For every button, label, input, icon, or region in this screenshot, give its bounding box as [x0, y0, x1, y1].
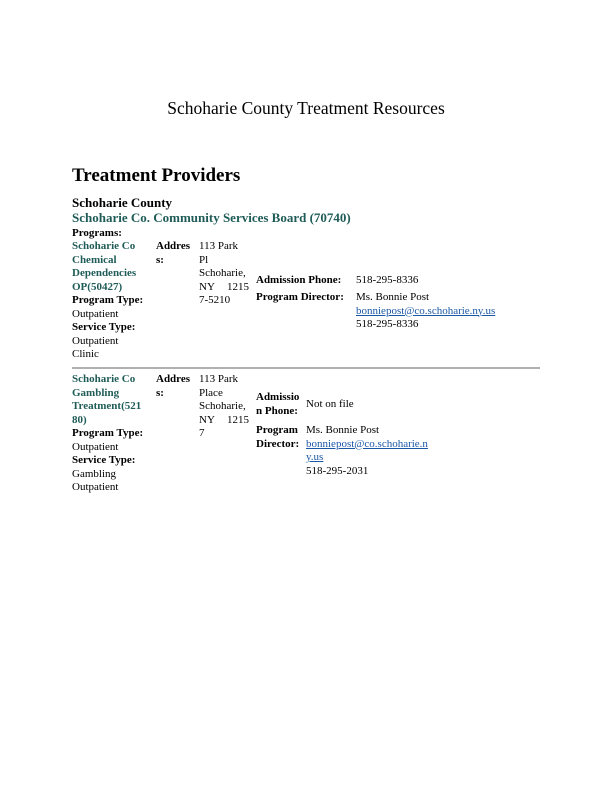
address-label-line: s: [156, 386, 164, 399]
program-director-label-line: Program [256, 424, 298, 436]
address-label [156, 240, 198, 267]
admission-phone-label-line: n Phone: [256, 404, 298, 417]
admission-phone-row [256, 391, 354, 418]
address-line: Pl [199, 253, 209, 266]
program-director-details [356, 291, 495, 332]
service-type-label: Service Type: [72, 454, 136, 466]
program-name-line: Chemical [72, 253, 117, 266]
agency-heading: Schoharie Co. Community Services Board (70740) [72, 210, 351, 225]
director-email-link[interactable]: bonniepost@co.schoharie.n [306, 437, 428, 450]
admission-phone-label-line: Admissio [256, 391, 300, 403]
program-name-line: Gambling [72, 386, 120, 399]
address-label-line: Addres [156, 373, 191, 385]
program-type-label: Program Type: [72, 294, 144, 306]
program-name-line: 80) [72, 413, 87, 426]
program-info-column [72, 240, 154, 362]
address-line: 7-5210 [199, 294, 231, 306]
program-name-line: Schoharie Co [72, 373, 136, 385]
program-entry [72, 373, 540, 503]
admission-phone-label: Admission Phone: [256, 274, 342, 286]
program-type-value: Outpatient [72, 440, 119, 453]
admission-phone-value: Not on file [306, 398, 354, 410]
program-type-label: Program Type: [72, 427, 144, 439]
director-phone: 518-295-8336 [356, 318, 419, 330]
admission-phone-row [256, 274, 419, 288]
program-director-details [306, 424, 428, 478]
director-name: Ms. Bonnie Post [306, 424, 380, 436]
address-line: 113 Park [199, 373, 239, 385]
address-line: Schoharie, [199, 267, 246, 279]
program-director-row [256, 291, 540, 330]
section-title: Treatment Providers [72, 165, 241, 186]
address-line: NY 1215 [199, 413, 249, 426]
program-name-line: Treatment(521 [72, 400, 142, 412]
program-entry [72, 240, 540, 366]
program-director-label [256, 424, 304, 451]
service-type-line: Outpatient [72, 481, 119, 493]
director-email-link[interactable]: y.us [306, 451, 324, 463]
address-label-line: Addres [156, 240, 191, 252]
admission-phone-value: 518-295-8336 [356, 274, 419, 286]
director-email-link[interactable]: bonniepost@co.schoharie.ny.us [356, 304, 496, 317]
address-line: NY 1215 [199, 280, 249, 293]
programs-label: Programs: [72, 227, 122, 239]
address-value [199, 240, 249, 308]
service-type-line: Outpatient [72, 334, 119, 347]
director-phone: 518-295-2031 [306, 464, 369, 477]
program-name [72, 373, 154, 427]
address-line: 7 [199, 427, 205, 439]
program-director-label-line: Director: [256, 437, 300, 450]
service-type-line: Clinic [72, 348, 99, 360]
service-type-line: Gambling [72, 467, 116, 480]
program-name-line: Dependencies [72, 267, 137, 279]
address-value [199, 373, 249, 441]
county-heading: Schoharie County [72, 195, 173, 210]
admission-phone-label [256, 391, 304, 418]
address-line: Place [199, 386, 223, 399]
program-info-column [72, 373, 154, 495]
service-type-label: Service Type: [72, 321, 136, 333]
program-director-row [256, 424, 540, 477]
director-name: Ms. Bonnie Post [356, 291, 430, 303]
page-title: Schoharie County Treatment Resources [167, 98, 445, 118]
program-name [72, 240, 154, 294]
program-director-label: Program Director: [256, 291, 344, 303]
program-type-value: Outpatient [72, 307, 119, 320]
address-label-line: s: [156, 253, 164, 266]
address-line: Schoharie, [199, 400, 246, 412]
address-label [156, 373, 198, 400]
program-divider [72, 367, 540, 369]
program-name-line: OP(50427) [72, 280, 123, 293]
program-name-line: Schoharie Co [72, 240, 136, 252]
address-line: 113 Park [199, 240, 239, 252]
